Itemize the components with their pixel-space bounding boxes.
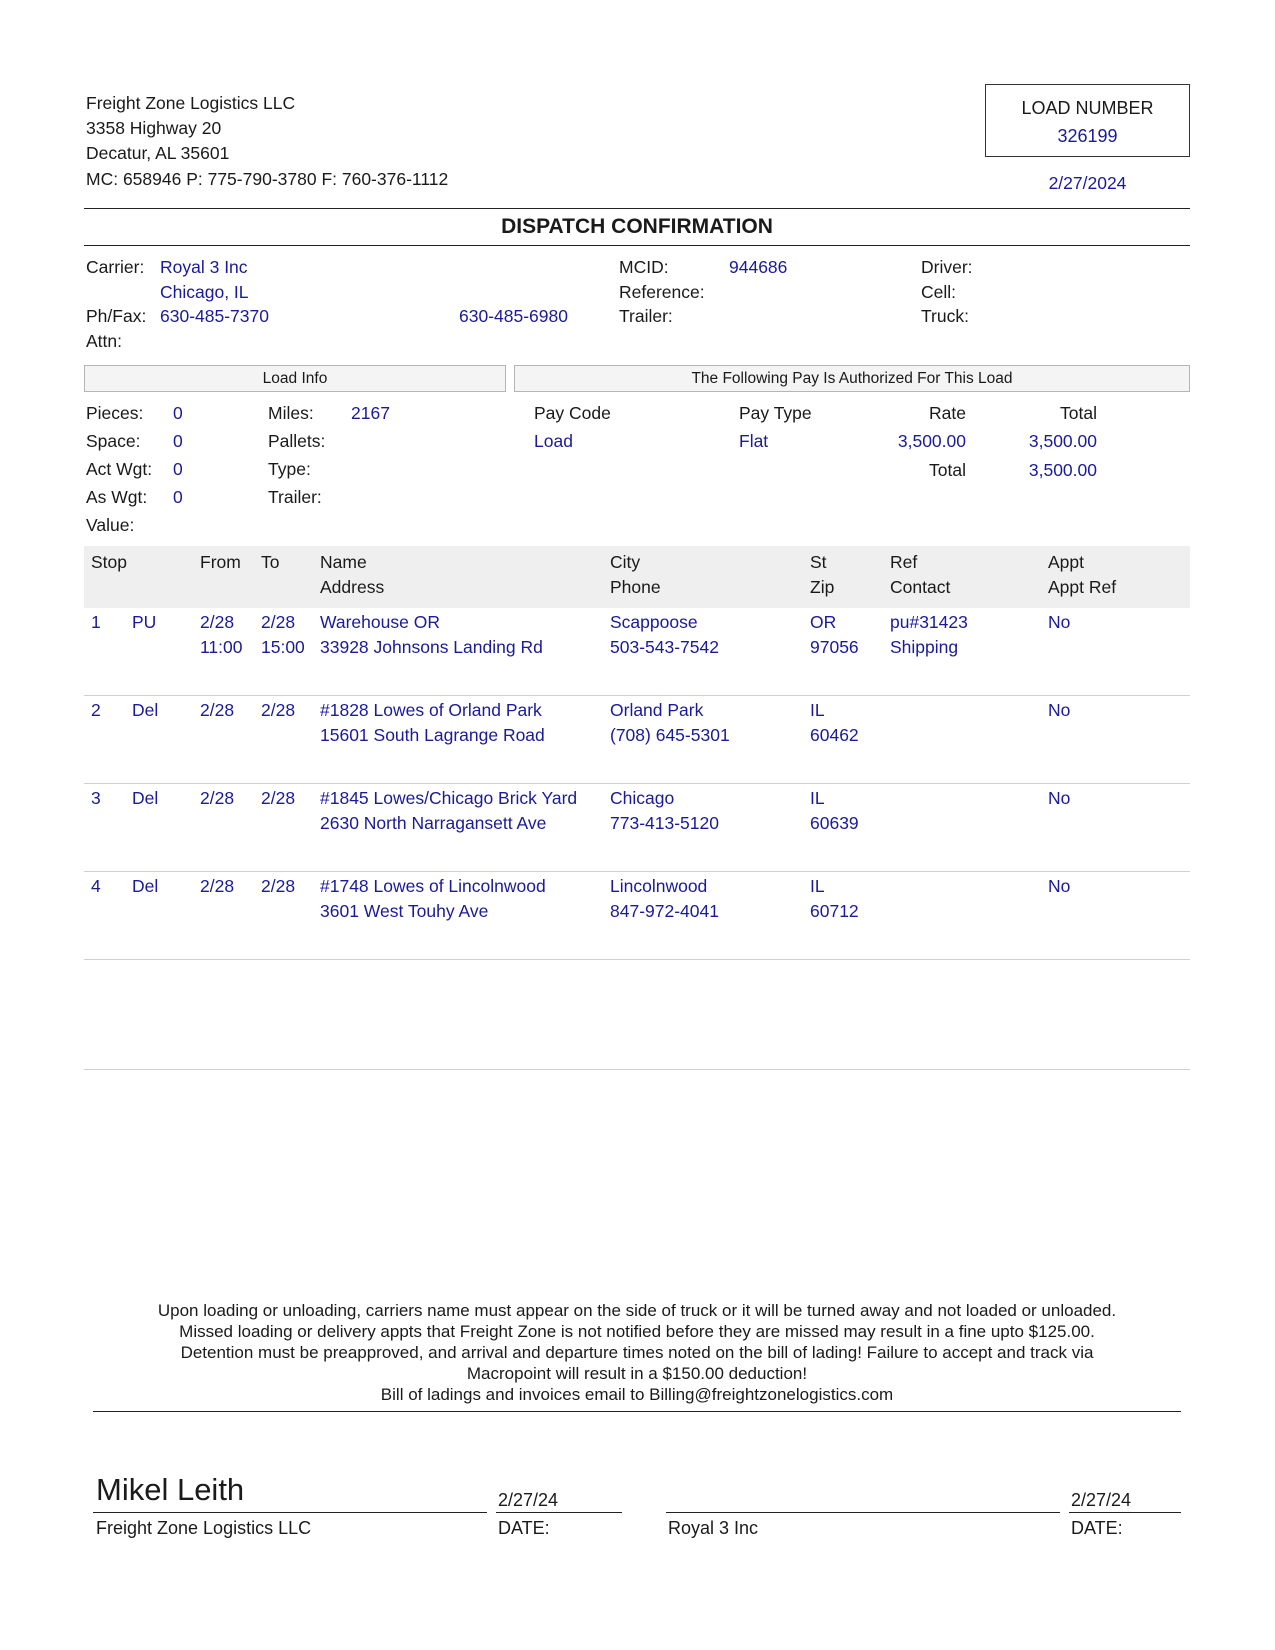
terms-line: Bill of ladings and invoices email to Billing@freightzonelogistics.com <box>380 1385 894 1404</box>
pieces-label: Pieces: <box>86 403 144 423</box>
stop-address: 15601 South Lagrange Road <box>320 725 545 745</box>
terms-line: Detention must be preapproved, and arrival and departure times noted on the bill of lading! Failure to accept and track via <box>180 1343 1094 1362</box>
stop-number: 1 <box>91 612 101 632</box>
rate-header: Rate <box>929 403 966 423</box>
stop-number: 4 <box>91 876 101 896</box>
stop-ref: pu#31423 <box>890 612 968 632</box>
pay-code: Load <box>534 431 573 451</box>
load-number-label: LOAD NUMBER <box>1021 98 1154 118</box>
stop-city: Chicago <box>610 788 675 808</box>
pay-code-header: Pay Code <box>534 403 611 423</box>
total-header: Total <box>1060 403 1097 423</box>
space-label: Space: <box>86 431 141 451</box>
value-label: Value: <box>86 515 135 535</box>
terms-rule <box>93 1411 1181 1412</box>
truck-label: Truck: <box>921 306 969 326</box>
stops-header <box>84 546 1190 608</box>
as-wgt-label: As Wgt: <box>86 487 148 507</box>
col-from: From <box>200 552 241 572</box>
stop-phone: 773-413-5120 <box>610 813 719 833</box>
carrier-fax: 630-485-6980 <box>459 306 568 326</box>
stop-row <box>84 696 1190 783</box>
left-date-line <box>496 1512 622 1513</box>
stop-to-date: 2/28 <box>261 876 296 896</box>
driver-label: Driver: <box>921 257 973 277</box>
col-to: To <box>261 552 280 572</box>
col-contact: Contact <box>890 577 951 597</box>
stop-phone: 503-543-7542 <box>610 637 719 657</box>
carrier-phone: 630-485-7370 <box>160 306 269 326</box>
act-wgt-value: 0 <box>173 459 183 479</box>
stop-appt: No <box>1048 612 1071 632</box>
col-appt: Appt <box>1048 552 1084 572</box>
load-info-header: Load Info <box>84 365 506 392</box>
right-date-line <box>1069 1512 1181 1513</box>
attn-label: Attn: <box>86 331 122 351</box>
stop-from-time: 11:00 <box>200 637 243 657</box>
table-end-divider <box>84 1069 1190 1070</box>
right-date: 2/27/24 <box>1071 1490 1132 1510</box>
mcid-value: 944686 <box>729 257 788 277</box>
cell-label: Cell: <box>921 282 957 302</box>
stop-to-date: 2/28 <box>261 700 296 720</box>
pay-rate: 3,500.00 <box>897 431 966 451</box>
left-date-label: DATE: <box>498 1518 550 1538</box>
left-date: 2/27/24 <box>498 1490 559 1510</box>
stop-row <box>84 872 1190 959</box>
right-company: Royal 3 Inc <box>668 1518 759 1538</box>
stop-zip: 97056 <box>810 637 859 657</box>
stop-zip: 60712 <box>810 901 859 921</box>
grand-total-label: Total <box>929 460 966 480</box>
left-company: Freight Zone Logistics LLC <box>96 1518 312 1538</box>
stop-type: Del <box>132 788 159 808</box>
miles-value: 2167 <box>351 403 390 423</box>
col-name: Name <box>320 552 367 572</box>
stop-from-date: 2/28 <box>200 612 235 632</box>
carrier-label: Carrier: <box>86 257 145 277</box>
stop-to-date: 2/28 <box>261 788 296 808</box>
col-stop: Stop <box>91 552 127 572</box>
load-date: 2/27/2024 <box>1048 173 1127 193</box>
company-address-line2: Decatur, AL 35601 <box>86 143 230 163</box>
stop-from-date: 2/28 <box>200 788 235 808</box>
right-date-label: DATE: <box>1071 1518 1123 1538</box>
terms-line: Macropoint will result in a $150.00 deduction! <box>466 1364 808 1383</box>
stop-zip: 60639 <box>810 813 859 833</box>
col-ref: Ref <box>890 552 918 572</box>
stop-number: 2 <box>91 700 101 720</box>
stop-state: IL <box>810 788 825 808</box>
company-name: Freight Zone Logistics LLC <box>86 93 296 113</box>
miles-label: Miles: <box>268 403 314 423</box>
page-title: DISPATCH CONFIRMATION <box>501 215 773 238</box>
col-zip: Zip <box>810 577 835 597</box>
load-number-box <box>985 84 1190 157</box>
stop-type: Del <box>132 876 159 896</box>
left-signature-line <box>93 1512 487 1513</box>
stop-name: #1845 Lowes/Chicago Brick Yard <box>320 788 578 808</box>
stop-from-date: 2/28 <box>200 700 235 720</box>
stop-name: #1748 Lowes of Lincolnwood <box>320 876 546 896</box>
load-trailer-label: Trailer: <box>268 487 322 507</box>
carrier-city: Chicago, IL <box>160 282 249 302</box>
company-contact: MC: 658946 P: 775-790-3780 F: 760-376-1112 <box>86 169 449 189</box>
pay-type: Flat <box>739 431 769 451</box>
left-signature: Mikel Leith <box>96 1472 245 1507</box>
stop-contact: Shipping <box>890 637 959 657</box>
title-top-rule <box>84 208 1190 209</box>
stop-city: Scappoose <box>610 612 698 632</box>
title-bottom-rule <box>84 245 1190 246</box>
stop-address: 3601 West Touhy Ave <box>320 901 489 921</box>
load-number: 326199 <box>1057 126 1118 146</box>
stop-from-date: 2/28 <box>200 876 235 896</box>
stop-state: OR <box>810 612 837 632</box>
stop-phone: (708) 645-5301 <box>610 725 730 745</box>
as-wgt-value: 0 <box>173 487 183 507</box>
col-address: Address <box>320 577 385 597</box>
stop-phone: 847-972-4041 <box>610 901 719 921</box>
reference-label: Reference: <box>619 282 705 302</box>
pay-total: 3,500.00 <box>1028 431 1097 451</box>
stop-appt: No <box>1048 700 1071 720</box>
terms-line: Missed loading or delivery appts that Freight Zone is not notified before they are missed may result in a fine upto $125.00. <box>179 1322 1095 1341</box>
stop-to-date: 2/28 <box>261 612 296 632</box>
stop-number: 3 <box>91 788 101 808</box>
stop-type: PU <box>132 612 157 632</box>
pay-type-header: Pay Type <box>739 403 812 423</box>
col-appt-ref: Appt Ref <box>1048 577 1117 597</box>
terms-block <box>84 1300 1190 1405</box>
space-value: 0 <box>173 431 183 451</box>
stop-state: IL <box>810 700 825 720</box>
stop-state: IL <box>810 876 825 896</box>
stop-name: Warehouse OR <box>320 612 440 632</box>
stop-divider <box>84 959 1190 960</box>
stop-to-time: 15:00 <box>261 637 305 657</box>
mcid-label: MCID: <box>619 257 669 277</box>
col-st: St <box>810 552 827 572</box>
right-signature-line <box>666 1512 1060 1513</box>
stop-appt: No <box>1048 876 1071 896</box>
stop-appt: No <box>1048 788 1071 808</box>
trailer-label: Trailer: <box>619 306 673 326</box>
pay-header: The Following Pay Is Authorized For This Load <box>514 365 1190 392</box>
type-label: Type: <box>268 459 311 479</box>
pieces-value: 0 <box>173 403 183 423</box>
act-wgt-label: Act Wgt: <box>86 459 153 479</box>
stop-type: Del <box>132 700 159 720</box>
stop-row <box>84 608 1190 695</box>
stop-city: Lincolnwood <box>610 876 708 896</box>
stop-city: Orland Park <box>610 700 704 720</box>
stop-address: 33928 Johnsons Landing Rd <box>320 637 543 657</box>
stop-name: #1828 Lowes of Orland Park <box>320 700 542 720</box>
terms-line: Upon loading or unloading, carriers name must appear on the side of truck or it will be turned away and not loaded or unloaded. <box>157 1301 1117 1320</box>
company-address-line1: 3358 Highway 20 <box>86 118 222 138</box>
stop-address: 2630 North Narragansett Ave <box>320 813 547 833</box>
pallets-label: Pallets: <box>268 431 326 451</box>
col-phone: Phone <box>610 577 661 597</box>
grand-total: 3,500.00 <box>1028 460 1097 480</box>
phfax-label: Ph/Fax: <box>86 306 147 326</box>
stop-row <box>84 784 1190 871</box>
col-city: City <box>610 552 641 572</box>
stop-zip: 60462 <box>810 725 859 745</box>
carrier-name: Royal 3 Inc <box>160 257 248 277</box>
